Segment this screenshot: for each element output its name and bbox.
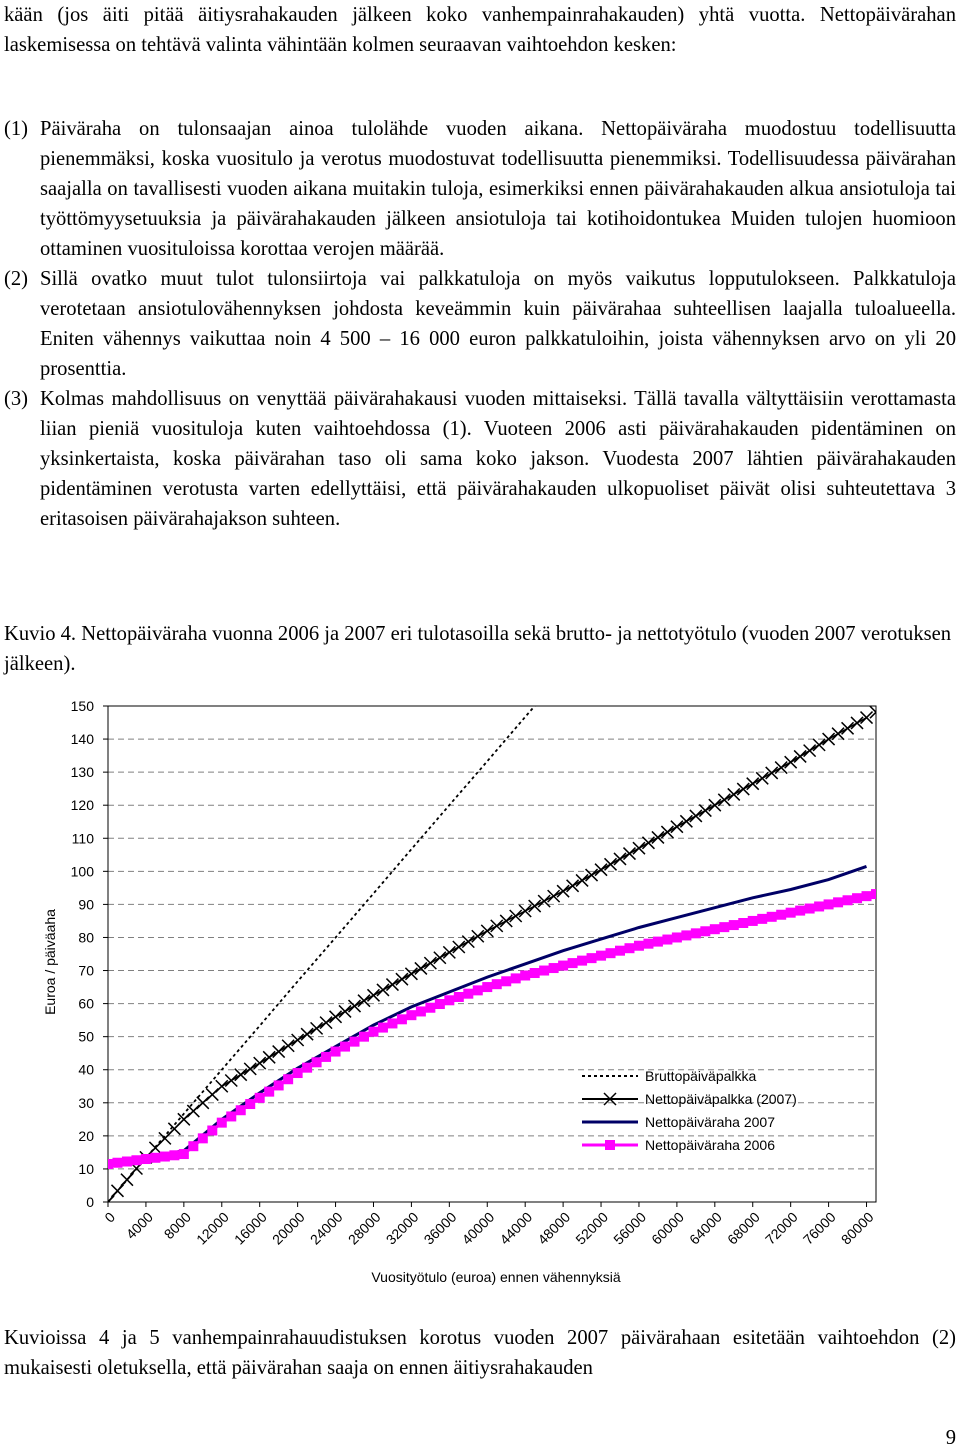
square-marker [729, 920, 739, 930]
square-marker [150, 1153, 160, 1163]
page-number: 9 [945, 1427, 956, 1449]
y-tick-label: 60 [78, 995, 94, 1012]
square-marker [501, 976, 511, 986]
square-marker [596, 951, 606, 961]
square-marker [350, 1037, 360, 1047]
square-marker [776, 910, 786, 920]
x-tick-label: 20000 [268, 1208, 308, 1248]
y-tick-label: 20 [78, 1127, 94, 1144]
square-marker [662, 935, 672, 945]
square-marker [691, 928, 701, 938]
square-marker [264, 1087, 274, 1097]
square-marker [653, 937, 663, 947]
chart-legend [582, 1068, 797, 1153]
series-line [108, 706, 535, 1202]
square-marker [681, 930, 691, 940]
x-marker [206, 1089, 218, 1101]
y-tick-label: 110 [71, 830, 94, 847]
square-marker [482, 982, 492, 992]
y-tick-label: 120 [70, 797, 94, 814]
square-marker [293, 1068, 303, 1078]
x-tick-label: 0 [101, 1208, 119, 1226]
square-marker [757, 914, 767, 924]
square-marker [549, 963, 559, 973]
square-marker [672, 932, 682, 942]
legend-item [582, 1137, 775, 1153]
axis-labels [42, 698, 877, 1285]
square-marker [767, 912, 777, 922]
x-tick-label: 16000 [230, 1208, 270, 1248]
legend-label: Nettopäiväraha 2007 [645, 1114, 775, 1130]
x-tick-label: 64000 [686, 1208, 725, 1248]
square-marker [397, 1014, 407, 1024]
square-marker [387, 1018, 397, 1028]
x-marker [121, 1174, 133, 1186]
figure-caption: Kuvio 4. Nettopäiväraha vuonna 2006 ja 2007 eri tulotasoilla sekä brutto- ja nettotyötulo (vuoden 2007 verotuksen jälkeen). [4, 623, 952, 675]
x-tick-label: 60000 [648, 1208, 688, 1248]
y-tick-label: 140 [70, 731, 94, 748]
square-marker [444, 995, 454, 1005]
legend-label: Nettopäiväraha 2006 [645, 1137, 775, 1153]
bottom-paragraph: Kuvioissa 4 ja 5 vanhempainrahauudistuksen korotus vuoden 2007 päivärahaan esitetään vaihtoehdon (2) mukaisesti oletuksella, että päivärahan saaja on ennen äitiysrahakauden [4, 1327, 956, 1379]
list-item-text: Päiväraha on tulonsaajan ainoa tulolähde vuoden aikana. Nettopäiväraha muodostuu todellisuutta pienemmäksi, koska vuositulo ja verotus muodostuvat todellisuutta pienemmiksi. Todellisuudessa päivärahan saajalla on tavallisesti vuoden aikana muitakin tuloja, esimerkiksi ennen päivärahakauden alkua ansiotuloja tai työttömyysetuuksia ja päivärahakauden jälkeen ansiotuloja tai kotihoidontukea Muiden tulojen huomioon ottaminen vuosituloissa korottaa verojen määrää. [40, 118, 956, 260]
x-tick-label: 12000 [193, 1208, 232, 1248]
square-marker [824, 899, 834, 909]
square-marker [587, 953, 597, 963]
square-marker [255, 1093, 265, 1103]
square-marker [748, 916, 758, 926]
square-marker [473, 985, 483, 995]
square-marker [103, 1159, 113, 1169]
x-tick-label: 36000 [420, 1208, 460, 1248]
square-marker [814, 901, 824, 911]
square-marker [492, 979, 502, 989]
list-item-number: (3) [4, 388, 29, 410]
square-marker [312, 1057, 322, 1067]
square-marker [805, 904, 815, 914]
x-tick-label: 56000 [610, 1208, 650, 1248]
y-tick-label: 90 [78, 896, 94, 913]
legend-item [582, 1091, 797, 1107]
square-marker [302, 1063, 312, 1073]
square-marker [340, 1042, 350, 1052]
y-tick-label: 0 [86, 1194, 94, 1210]
y-tick-label: 150 [70, 698, 94, 714]
square-marker [226, 1111, 236, 1121]
list-item-text: Sillä ovatko muut tulot tulonsiirtoja vai palkkatuloja on myös vaikutus lopputulokseen. Palkkatuloja verotetaan ansiotulovähennyksen johdosta keveämmin kuin päivärahaa suhteellisen laajalla tuloalueella. Eniten vähennys vaikuttaa noin 4 500 – 16 000 euron palkkatuloihin, joista vähennyksen arvo on yli 20 prosenttia. [40, 268, 956, 380]
square-marker [198, 1133, 208, 1143]
y-tick-label: 50 [78, 1028, 94, 1045]
square-marker [852, 893, 862, 903]
series-x-markers [102, 706, 882, 1208]
square-marker [435, 999, 445, 1009]
square-marker [122, 1156, 132, 1166]
y-axis-title: Euroa / päiväaha [42, 909, 58, 1015]
square-marker [331, 1047, 341, 1057]
square-marker [530, 968, 540, 978]
y-tick-label: 30 [78, 1094, 94, 1111]
square-marker [160, 1152, 170, 1162]
list-item [4, 264, 956, 384]
series-dotted [108, 706, 535, 1202]
square-marker [738, 918, 748, 928]
y-tick-label: 10 [78, 1160, 94, 1177]
x-tick-label: 40000 [458, 1208, 498, 1248]
square-marker [634, 941, 644, 951]
square-marker [605, 1140, 615, 1150]
list-item-number: (2) [4, 268, 29, 290]
intro-paragraph: kään (jos äiti pitää äitiysrahakauden jälkeen koko vanhempainrahakauden) yhtä vuotta. Nettopäivärahan laskemisessa on tehtävä valinta vähintään kolmen seuraavan vaihtoehdon kesken: [4, 4, 956, 56]
square-marker [274, 1080, 284, 1090]
x-tick-label: 28000 [344, 1208, 384, 1248]
square-marker [169, 1150, 179, 1160]
square-marker [843, 895, 853, 905]
square-marker [368, 1027, 378, 1037]
legend-item [582, 1114, 775, 1130]
square-marker [245, 1099, 255, 1109]
square-marker [539, 966, 549, 976]
square-marker [871, 889, 881, 899]
square-marker [207, 1125, 217, 1135]
legend-item [582, 1068, 757, 1084]
x-tick-label: 76000 [799, 1208, 839, 1248]
x-tick-label: 72000 [761, 1208, 801, 1248]
square-marker [416, 1006, 426, 1016]
square-marker [624, 943, 634, 953]
options-list [4, 114, 956, 534]
square-marker [131, 1155, 141, 1165]
square-marker [463, 989, 473, 999]
list-item-text: Kolmas mahdollisuus on venyttää päivärahakausi vuoden mittaiseksi. Tällä tavalla vältyttäisiin verottamasta liian pieniä vuosituloja kuten vaihtoehdossa (1). Vuoteen 2006 asti päivärahakauden pidentäminen on yksinkertaista, koska päivärahan taso oli sama koko jakson. Vuodesta 2007 lähtien päivärahakauden pidentäminen verotusta varten edellyttäisi, että päivärahakauden ulkopuoliset päivät olisi suhteutettava 3 eritasoisen päivärahajakson suhteen. [40, 388, 956, 530]
list-item [4, 114, 956, 264]
square-marker [112, 1158, 122, 1168]
x-tick-label: 52000 [572, 1208, 612, 1248]
square-marker [606, 948, 616, 958]
square-marker [643, 939, 653, 949]
square-marker [558, 961, 568, 971]
x-marker [111, 1185, 123, 1197]
square-marker [236, 1105, 246, 1115]
legend-label: Nettopäiväpalkka (2007) [645, 1091, 797, 1107]
square-marker [359, 1032, 369, 1042]
x-tick-label: 32000 [382, 1208, 422, 1248]
square-marker [425, 1003, 435, 1013]
x-tick-label: 44000 [496, 1208, 536, 1248]
square-marker [520, 970, 530, 980]
square-marker [406, 1010, 416, 1020]
y-tick-label: 70 [78, 962, 94, 979]
x-tick-label: 8000 [160, 1208, 194, 1243]
square-marker [283, 1074, 293, 1084]
y-tick-label: 100 [70, 863, 94, 880]
square-marker [568, 958, 578, 968]
y-tick-label: 130 [70, 764, 94, 781]
square-marker [833, 897, 843, 907]
square-marker [188, 1141, 198, 1151]
square-marker [795, 906, 805, 916]
square-marker [179, 1149, 189, 1159]
x-tick-label: 4000 [122, 1208, 157, 1243]
legend-label: Bruttopäiväpalkka [645, 1068, 757, 1084]
x-tick-label: 48000 [534, 1208, 574, 1248]
list-item-number: (1) [4, 118, 29, 140]
square-marker [719, 922, 729, 932]
x-tick-label: 80000 [837, 1208, 877, 1248]
square-marker [378, 1023, 388, 1033]
square-marker [321, 1052, 331, 1062]
square-marker [700, 926, 710, 936]
square-marker [141, 1154, 151, 1164]
square-marker [710, 924, 720, 934]
list-item [4, 384, 956, 534]
x-tick-label: 68000 [724, 1208, 763, 1248]
x-marker [187, 1105, 199, 1117]
square-marker [511, 973, 521, 983]
line-chart [0, 690, 960, 1300]
y-tick-label: 80 [78, 929, 94, 946]
x-tick-label: 24000 [306, 1208, 346, 1248]
series-group [102, 706, 882, 1208]
square-marker [454, 992, 464, 1002]
square-marker [862, 891, 872, 901]
square-marker [217, 1118, 227, 1128]
y-tick-label: 40 [78, 1061, 94, 1078]
square-marker [786, 908, 796, 918]
square-marker [615, 946, 625, 956]
x-axis-title: Vuosityötulo (euroa) ennen vähennyksiä [371, 1269, 621, 1285]
square-marker [577, 956, 587, 966]
